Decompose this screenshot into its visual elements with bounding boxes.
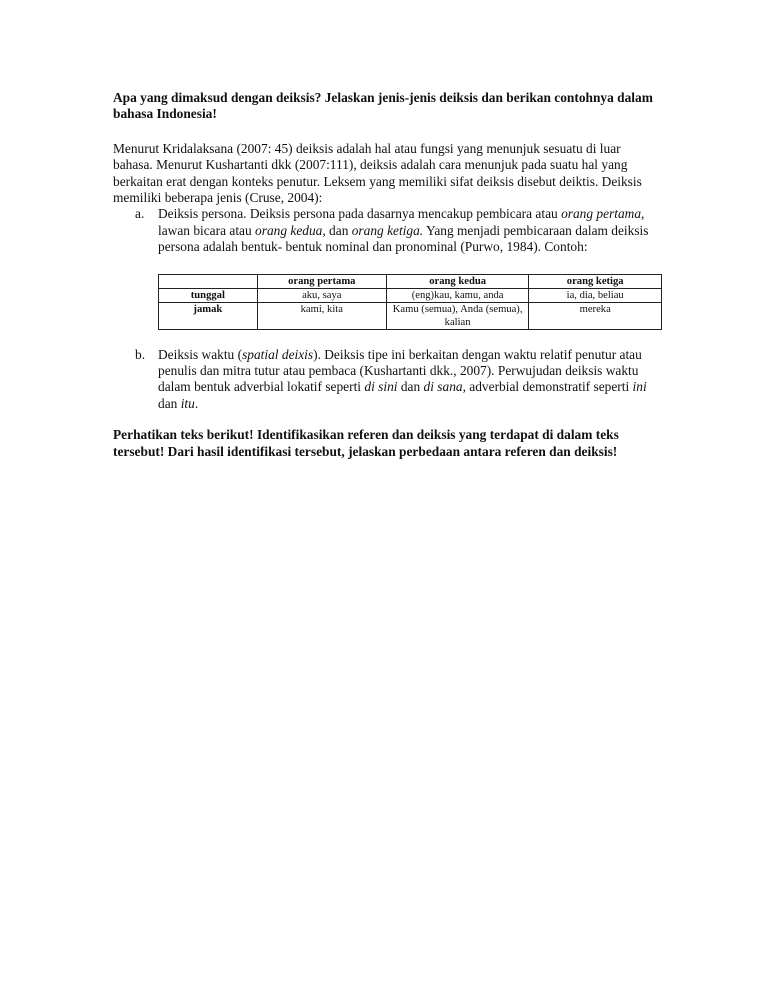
table-cell: (eng)kau, kamu, anda [386, 288, 529, 302]
table-row [159, 288, 662, 302]
question-1: Apa yang dimaksud dengan deiksis? Jelaskan jenis-jenis deiksis dan berikan contohnya dalam bahasa Indonesia! [113, 90, 653, 122]
item-b-text-2: ). Deiksis tipe ini berkaitan dengan waktu relatif penutur atau penulis dan mitra tutur atau pembaca (Kushartanti dkk., 2007). Perwujudan deiksis waktu dalam bentuk adverbial lokatif seperti [158, 346, 642, 395]
item-b-text-6: . [194, 395, 199, 411]
item-a-text-2: lawan bicara atau [158, 222, 256, 238]
item-b-italic-5: itu [180, 395, 195, 411]
table-header-empty [159, 274, 258, 288]
item-a-italic-1: orang pertama, [561, 206, 645, 222]
list-item-b [113, 347, 658, 413]
item-b-text-1: Deiksis waktu ( [158, 346, 243, 362]
table-row-label: jamak [159, 302, 258, 329]
item-a-text-4: Yang menjadi pembicaraan dalam deiksis persona adalah bentuk- bentuk nominal dan pronominal (Purwo, 1984). Contoh: [158, 222, 649, 255]
item-b-text-5: dan [158, 395, 181, 411]
table-cell: ia, dia, beliau [529, 288, 662, 302]
list-marker-a: a. [135, 206, 145, 222]
item-a-text-3: dan [325, 222, 352, 238]
table-cell: kami, kita [257, 302, 386, 329]
list-marker-b: b. [135, 346, 146, 362]
list-item-a [113, 206, 658, 255]
item-a-italic-2: orang kedua, [255, 222, 326, 238]
table-row-label: tunggal [159, 288, 258, 302]
item-b-italic-2: di sini [364, 379, 398, 395]
item-a-italic-3: orang ketiga. [351, 222, 424, 238]
item-b-italic-3: di sana [423, 379, 463, 395]
table-header-orang-ketiga: orang ketiga [529, 274, 662, 288]
deiksis-persona-table [158, 274, 662, 330]
item-b-text-3: dan [397, 379, 424, 395]
table-header-orang-pertama: orang pertama [257, 274, 386, 288]
table-cell: aku, saya [257, 288, 386, 302]
table-row [159, 302, 662, 329]
item-b-italic-1: spatial deixis [242, 346, 314, 362]
question-2: Perhatikan teks berikut! Identifikasikan referen dan deiksis yang terdapat di dalam teks tersebut! Dari hasil identifikasi tersebut, jelaskan perbedaan antara referen dan deiksis! [113, 427, 619, 459]
table-cell: mereka [529, 302, 662, 329]
table-header-orang-kedua: orang kedua [386, 274, 529, 288]
item-b-italic-4: ini [632, 379, 647, 395]
table-cell: Kamu (semua), Anda (semua), kalian [386, 302, 529, 329]
intro-paragraph: Menurut Kridalaksana (2007: 45) deiksis adalah hal atau fungsi yang menunjuk sesuatu di luar bahasa. Menurut Kushartanti dkk (2007:111), deiksis adalah cara menunjuk pada suatu hal yang berkaitan erat dengan konteks penutur. Leksem yang memiliki sifat deiksis disebut deiktis. Deiksis memiliki beberapa jenis (Cruse, 2004): [113, 140, 642, 206]
item-a-text-1: Deiksis persona. Deiksis persona pada dasarnya mencakup pembicara atau [158, 206, 562, 222]
item-b-text-4: , adverbial demonstratif seperti [462, 379, 633, 395]
document-page [113, 90, 658, 460]
table-header-row [159, 274, 662, 288]
